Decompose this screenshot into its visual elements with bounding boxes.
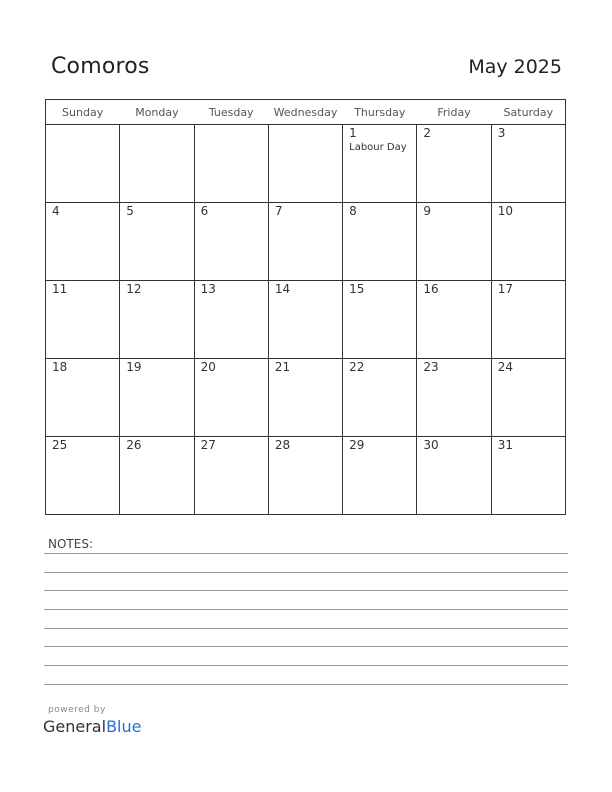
day-cell — [46, 203, 120, 281]
day-cell — [120, 203, 194, 281]
day-number: 16 — [423, 282, 439, 296]
day-number: 12 — [126, 282, 142, 296]
day-cell — [343, 281, 417, 359]
weekday-wednesday: Wednesday — [268, 100, 342, 125]
day-number: 15 — [349, 282, 365, 296]
day-number: 20 — [200, 360, 216, 374]
day-cell — [120, 437, 194, 515]
notes-label: NOTES: — [48, 537, 93, 551]
day-number: 28 — [274, 438, 291, 452]
day-cell — [417, 359, 491, 437]
day-cell — [120, 281, 194, 359]
day-number: 14 — [274, 282, 291, 296]
day-cell — [46, 437, 120, 515]
weekday-thursday: Thursday — [343, 100, 417, 125]
logo-blue-text: Blue — [106, 717, 142, 736]
day-cell — [268, 437, 342, 515]
day-cell — [417, 203, 491, 281]
day-number: 6 — [200, 204, 209, 218]
notes-line — [44, 646, 568, 647]
day-cell — [491, 359, 565, 437]
day-cell — [194, 203, 268, 281]
day-number: 1 — [349, 126, 357, 140]
notes-line — [44, 572, 568, 573]
week-row — [46, 203, 566, 281]
day-cell — [268, 203, 342, 281]
day-number: 24 — [497, 360, 513, 374]
day-cell — [194, 359, 268, 437]
day-number: 30 — [423, 438, 439, 452]
day-cell — [491, 125, 565, 203]
day-number: 29 — [349, 438, 365, 452]
logo-general-text: General — [43, 717, 107, 736]
day-cell — [194, 281, 268, 359]
day-cell — [46, 281, 120, 359]
generalblue-logo[interactable] — [43, 717, 141, 736]
day-number: 13 — [200, 282, 216, 296]
day-cell — [343, 437, 417, 515]
day-cell — [46, 359, 120, 437]
day-number: 21 — [274, 360, 291, 374]
day-number: 11 — [52, 282, 68, 296]
day-cell — [46, 125, 120, 203]
country-title: Comoros — [51, 54, 150, 79]
day-cell — [491, 437, 565, 515]
notes-line — [44, 609, 568, 610]
day-number: 19 — [126, 360, 142, 374]
day-number: 31 — [497, 438, 513, 452]
day-cell — [268, 281, 342, 359]
day-number: 4 — [52, 204, 60, 218]
notes-line — [44, 590, 568, 591]
day-cell — [491, 203, 565, 281]
day-number: 8 — [349, 204, 357, 218]
month-year-title: May 2025 — [468, 56, 562, 78]
day-number: 26 — [126, 438, 142, 452]
day-number: 22 — [349, 360, 365, 374]
weekday-sunday: Sunday — [46, 100, 120, 125]
day-cell — [194, 125, 268, 203]
weekday-header-row — [46, 100, 566, 125]
day-number: 23 — [423, 360, 439, 374]
day-number: 2 — [423, 126, 432, 140]
week-row — [46, 125, 566, 203]
week-row — [46, 281, 566, 359]
notes-line — [44, 553, 568, 554]
week-row — [46, 437, 566, 515]
day-number: 27 — [200, 438, 216, 452]
notes-line — [44, 665, 568, 666]
day-cell — [343, 203, 417, 281]
day-cell — [268, 359, 342, 437]
notes-line — [44, 684, 568, 685]
calendar-grid — [45, 99, 566, 515]
day-number: 3 — [497, 126, 506, 140]
week-row — [46, 359, 566, 437]
day-cell — [417, 437, 491, 515]
day-number: 18 — [52, 360, 68, 374]
notes-line — [44, 628, 568, 629]
day-cell — [343, 125, 417, 203]
day-cell — [120, 359, 194, 437]
day-number: 7 — [274, 204, 283, 218]
day-cell — [417, 125, 491, 203]
weekday-monday: Monday — [120, 100, 194, 125]
day-number: 5 — [126, 204, 134, 218]
weekday-tuesday: Tuesday — [194, 100, 268, 125]
day-number: 17 — [497, 282, 513, 296]
day-cell — [194, 437, 268, 515]
day-number: 25 — [52, 438, 68, 452]
weekday-friday: Friday — [417, 100, 491, 125]
day-number: 9 — [423, 204, 432, 218]
day-number: 10 — [497, 204, 513, 218]
day-cell — [120, 125, 194, 203]
day-cell — [268, 125, 342, 203]
day-cell — [343, 359, 417, 437]
day-cell — [417, 281, 491, 359]
powered-by-label: powered by — [48, 705, 106, 715]
weekday-saturday: Saturday — [491, 100, 565, 125]
day-cell — [491, 281, 565, 359]
holiday-label: Labour Day — [349, 142, 407, 153]
